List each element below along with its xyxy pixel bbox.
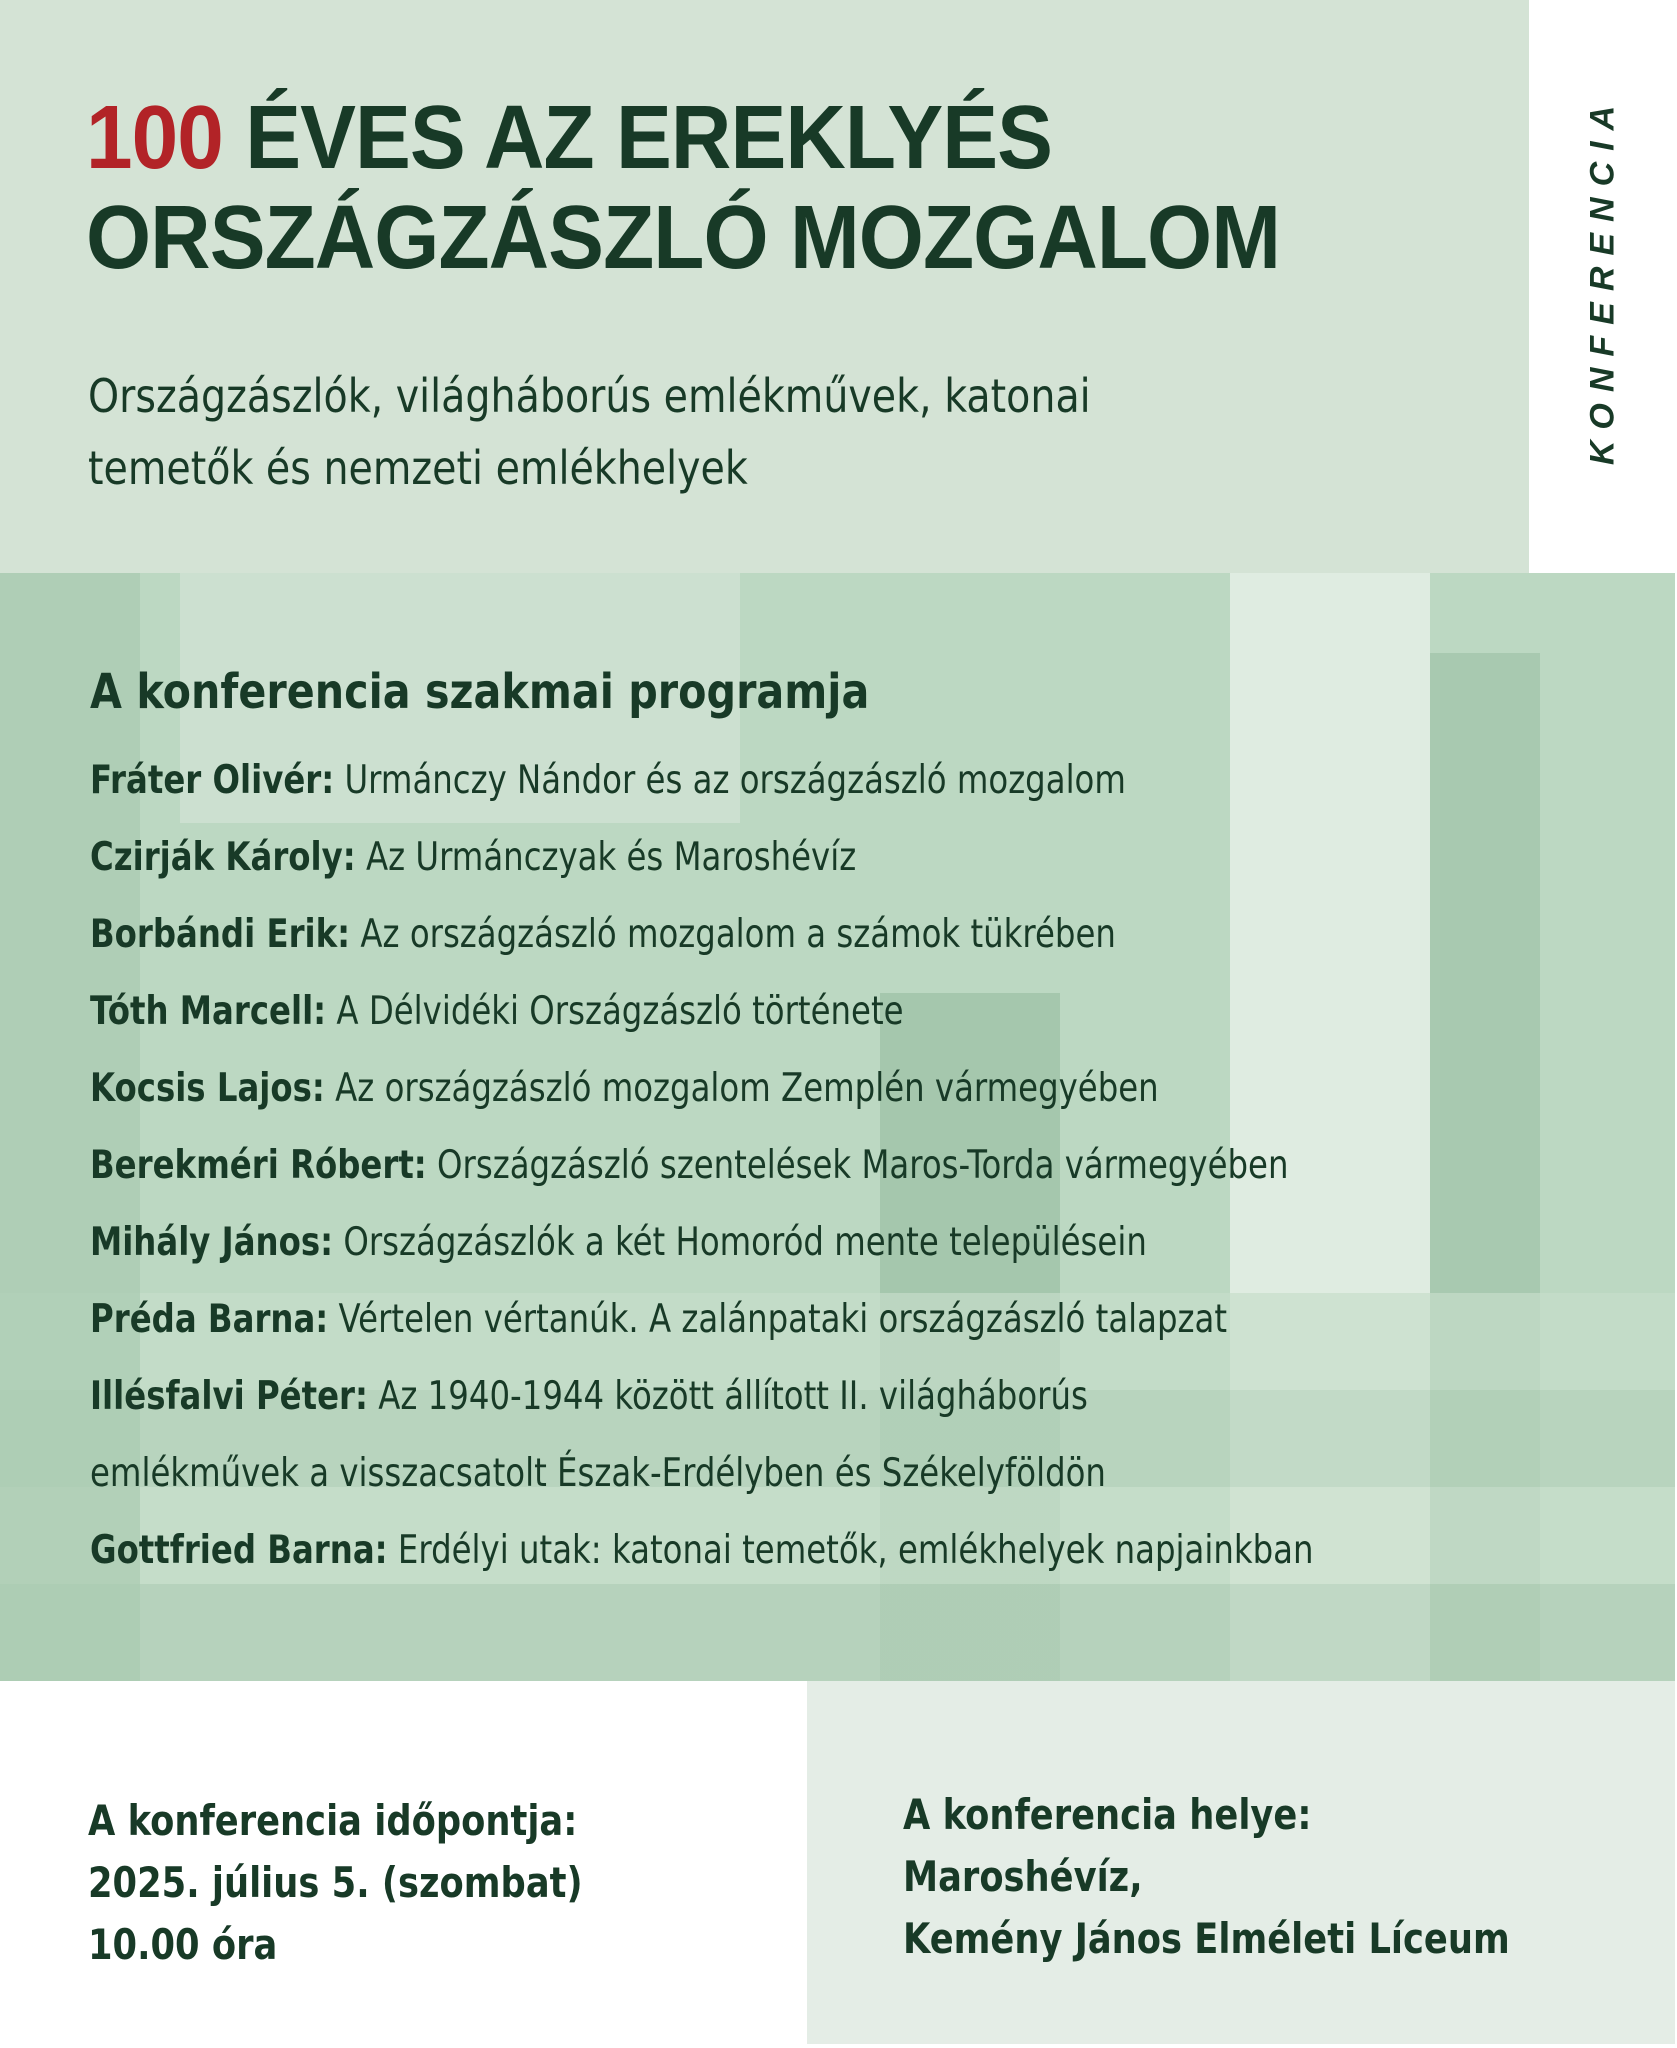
time-value: 10.00 óra [88,1920,278,1969]
venue-label: A konferencia helye: [903,1790,1312,1839]
subtitle [88,360,1292,504]
venue-name: Kemény János Elméleti Líceum [903,1914,1510,1963]
header-panel [0,0,1529,573]
page-title [86,88,1280,288]
talk-title: Az országzászló mozgalom Zemplén vármegyében [324,1066,1159,1111]
talk-title: Az Urmánczyak és Maroshévíz [355,835,857,880]
program-item [90,1512,1385,1589]
talk-title: emlékművek a visszacsatolt Észak-Erdélyben és Székelyföldön [90,1451,1106,1496]
speaker-name: Kocsis Lajos: [90,1066,325,1111]
venue-info [903,1784,1510,1970]
program-item-continuation [90,1435,1385,1512]
speaker-name: Berekméri Róbert: [90,1143,427,1188]
program-section [90,660,1650,1589]
program-item [90,1358,1385,1435]
speaker-name: Czirják Károly: [90,835,356,880]
program-item [90,973,1385,1050]
date-label: A konferencia időpontja: [88,1796,578,1845]
talk-title: Vértelen vértanúk. A zalánpataki országzászló talapzat [328,1297,1228,1342]
program-item [90,1050,1385,1127]
program-item [90,1127,1385,1204]
talk-title: A Délvidéki Országzászló története [326,989,904,1034]
speaker-name: Borbándi Erik: [90,912,351,957]
program-item [90,1281,1385,1358]
talk-title: Erdélyi utak: katonai temetők, emlékhelyek napjainkban [387,1528,1314,1573]
speaker-name: Fráter Olivér: [90,758,335,803]
speaker-name: Préda Barna: [90,1297,329,1342]
program-item [90,742,1385,819]
talk-title: Országzászlók a két Homoród mente településein [333,1220,1147,1265]
program-item [90,896,1385,973]
speaker-name: Gottfried Barna: [90,1528,388,1573]
program-item [90,1204,1385,1281]
date-info [88,1790,583,1976]
title-accent-number: 100 [86,88,223,188]
speaker-name: Tóth Marcell: [90,989,327,1034]
talk-title: Országzászló szentelések Maros-Torda vármegyében [426,1143,1289,1188]
talk-title: Urmánczy Nándor és az országzászló mozgalom [334,758,1126,803]
subtitle-line-1: Országzászlók, világháborús emlékművek, katonai [88,369,1091,423]
date-value: 2025. július 5. (szombat) [88,1858,583,1907]
venue-city: Maroshévíz, [903,1852,1143,1901]
program-item [90,819,1385,896]
side-label-konferencia: KONFERENCIA [1583,94,1622,466]
speaker-name: Illésfalvi Péter: [90,1374,368,1419]
title-line-2: ORSZÁGZÁSZLÓ MOZGALOM [86,188,1281,288]
program-heading: A konferencia szakmai programja [90,664,870,720]
title-line-1: ÉVES AZ EREKLYÉS [222,88,1053,188]
speaker-name: Mihály János: [90,1220,334,1265]
talk-title: Az 1940-1944 között állított II. világháborús [367,1374,1088,1419]
talk-title: Az országzászló mozgalom a számok tükrében [350,912,1116,957]
subtitle-line-2: temetők és nemzeti emlékhelyek [88,441,748,495]
